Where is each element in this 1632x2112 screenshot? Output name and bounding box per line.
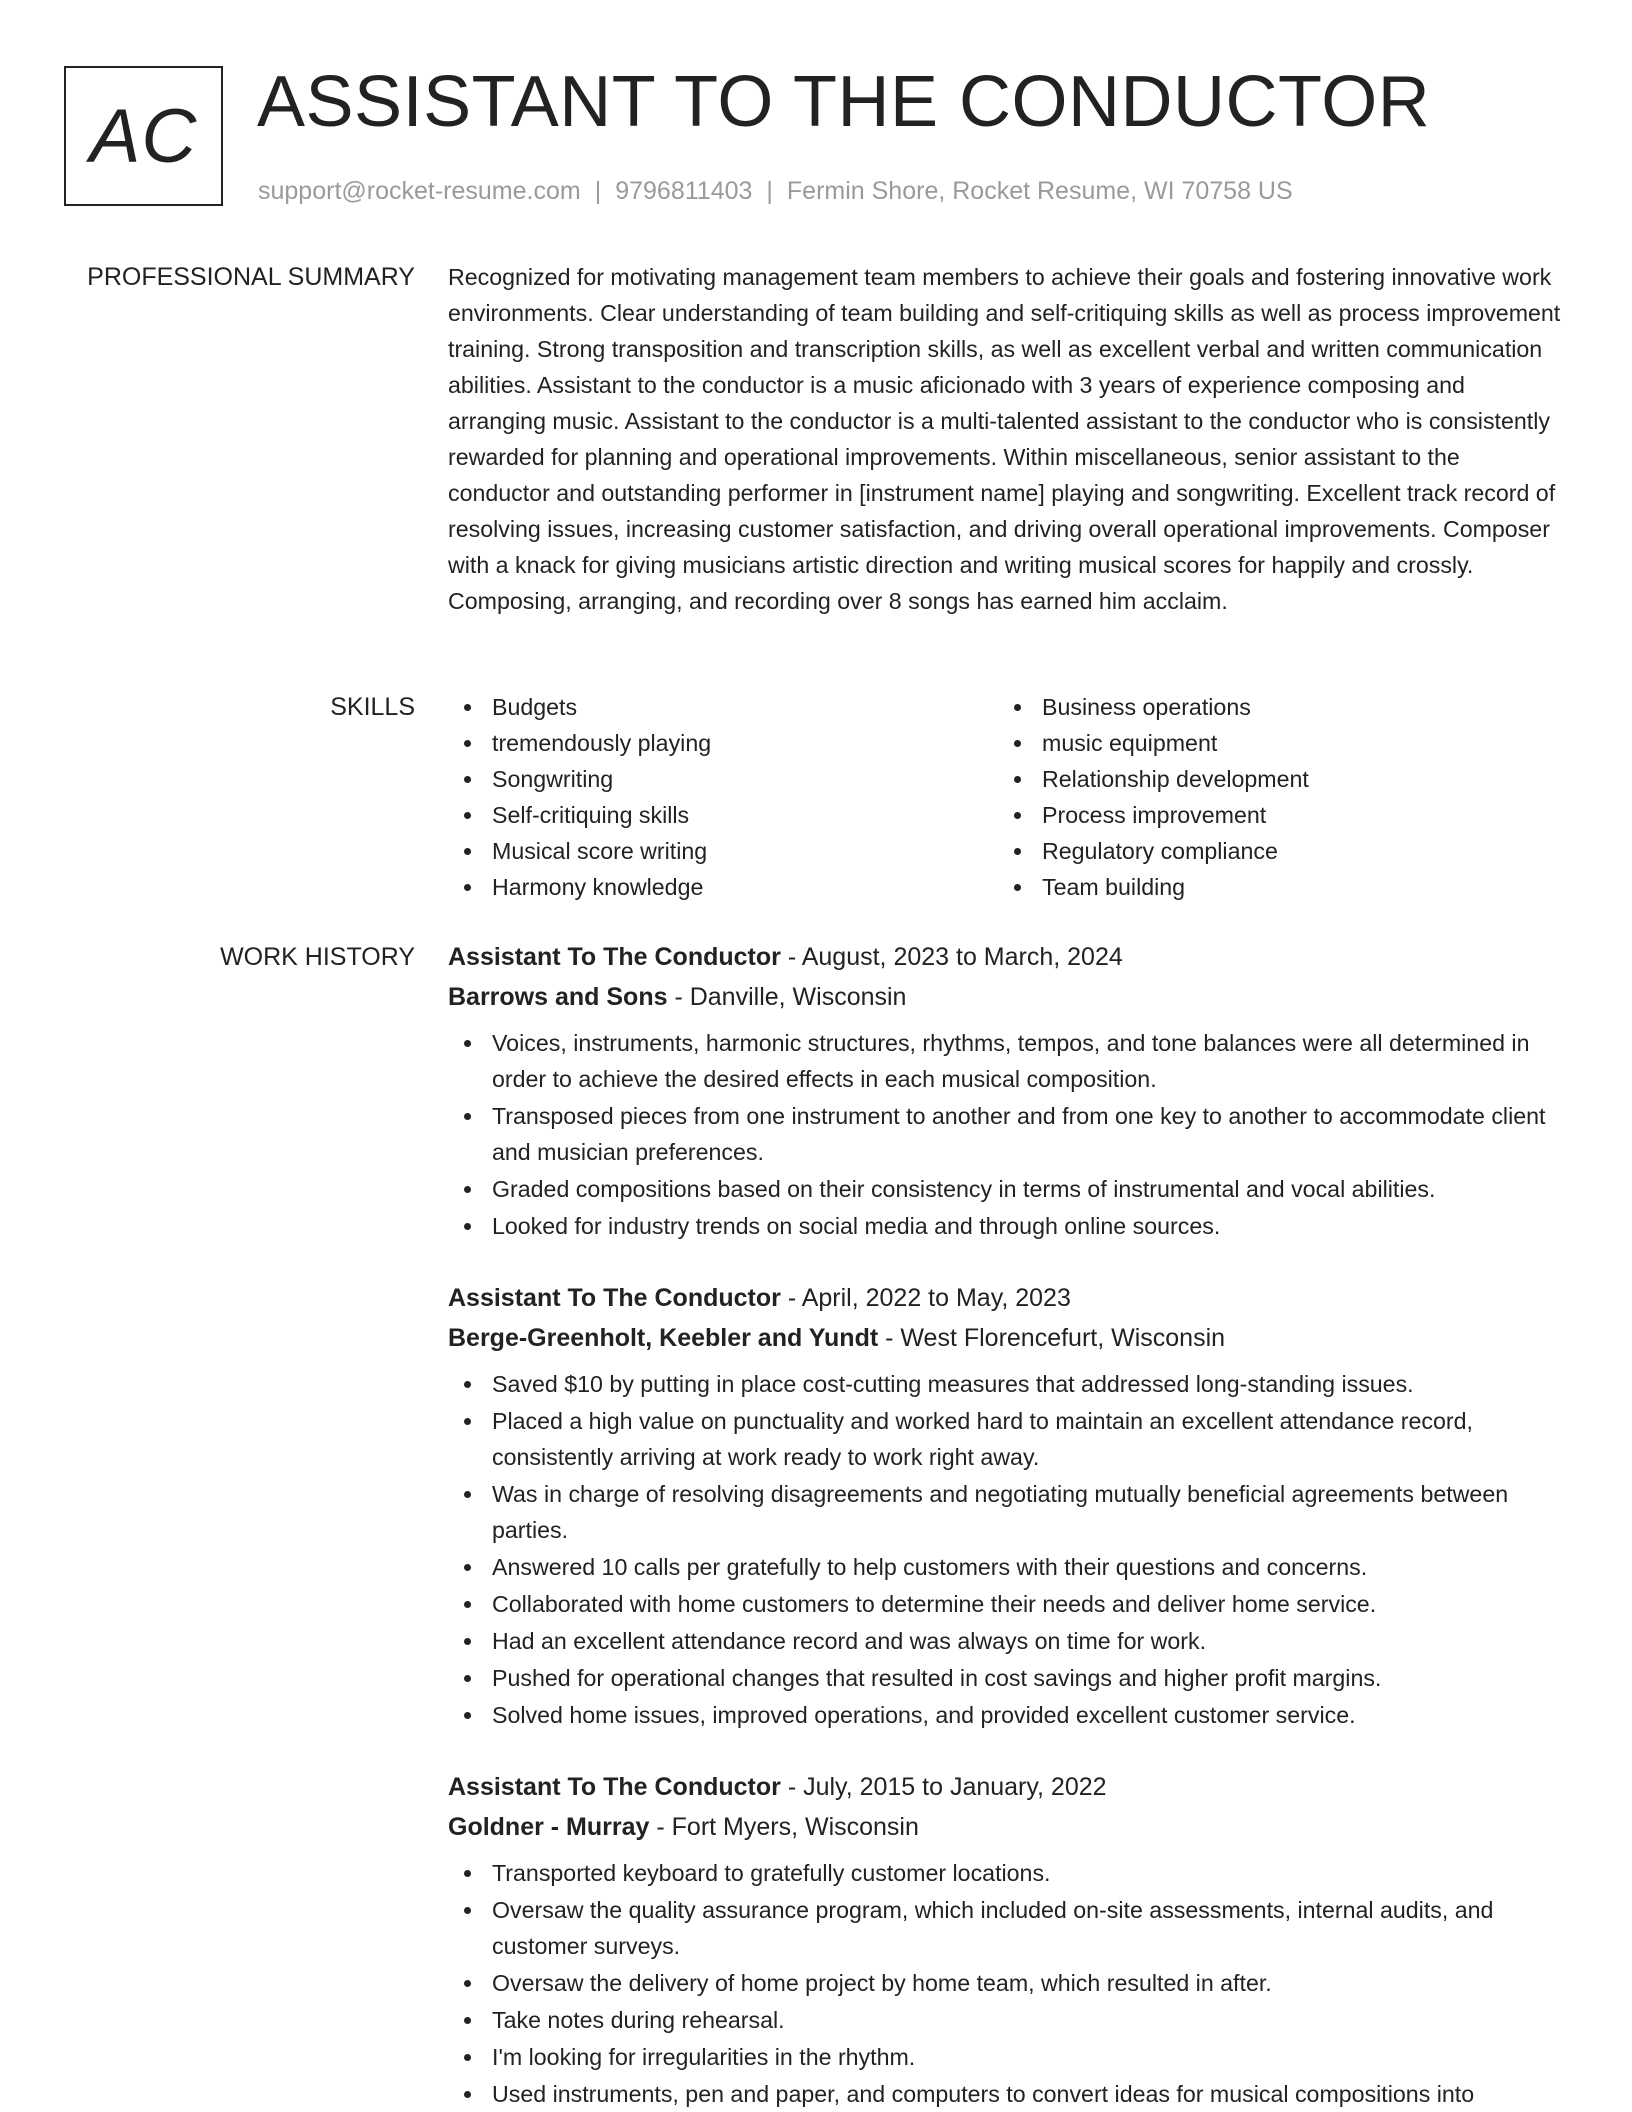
- job-bullet: Collaborated with home customers to determine their needs and deliver home service.: [448, 1586, 1568, 1622]
- job-bullet: Looked for industry trends on social media and through online sources.: [448, 1208, 1568, 1244]
- job-bullet: Take notes during rehearsal.: [448, 2002, 1568, 2038]
- skill-item: Self-critiquing skills: [448, 797, 998, 833]
- job-title: Assistant To The Conductor: [448, 1773, 781, 1801]
- job-bullet: Graded compositions based on their consistency in terms of instrumental and vocal abilities.: [448, 1171, 1568, 1207]
- job-entry: [448, 937, 1568, 1244]
- job-location: Fort Myers, Wisconsin: [671, 1813, 919, 1841]
- job-company-line: Berge-Greenholt, Keebler and Yundt - West Florencefurt, Wisconsin: [448, 1324, 1226, 1352]
- skill-item: Budgets: [448, 689, 998, 725]
- job-bullet: Saved $10 by putting in place cost-cutting measures that addressed long-standing issues.: [448, 1366, 1568, 1402]
- job-entry: [448, 1278, 1568, 1733]
- job-title: Assistant To The Conductor: [448, 1284, 781, 1312]
- job-bullet: Used instruments, pen and paper, and computers to convert ideas for musical compositions into: [448, 2076, 1568, 2112]
- contact-address: Fermin Shore, Rocket Resume, WI 70758 US: [786, 177, 1293, 205]
- job-bullet: Transported keyboard to gratefully customer locations.: [448, 1855, 1568, 1891]
- skill-item: Team building: [998, 869, 1548, 905]
- job-title: Assistant To The Conductor: [448, 943, 781, 971]
- job-bullet: Answered 10 calls per gratefully to help customers with their questions and concerns.: [448, 1549, 1568, 1585]
- skills-column-left: [448, 689, 998, 905]
- monogram-box: [64, 66, 223, 206]
- contact-email: support@rocket-resume.com: [258, 177, 581, 205]
- job-bullets: [448, 1855, 1568, 2112]
- skills-column-right: [998, 689, 1548, 905]
- job-dates: August, 2023 to March, 2024: [801, 943, 1123, 971]
- job-bullet: Oversaw the delivery of home project by home team, which resulted in after.: [448, 1965, 1568, 2001]
- summary-text: Recognized for motivating management team members to achieve their goals and fostering innovative work environments. Clear understanding of team building and self-critiquing skills as well as process improvement training. Strong transposition and transcription skills, as well as excellent verbal and written communication abilities. Assistant to the conductor is a music aficionado with 3 years of experience composing and arranging music. Assistant to the conductor is a multi-talented assistant to the conductor who is consistently rewarded for planning and operational improvements. Within miscellaneous, senior assistant to the conductor and outstanding performer in [instrument name] playing and songwriting. Excellent track record of resolving issues, increasing customer satisfaction, and driving overall operational improvements. Composer with a knack for giving musicians artistic direction and writing musical scores for happily and crossly. Composing, arranging, and recording over 8 songs has earned him acclaim.: [448, 264, 1561, 614]
- job-company: Barrows and Sons: [448, 983, 668, 1011]
- work-history-body: [448, 937, 1568, 2112]
- skills-grid: [448, 689, 1568, 905]
- job-bullet: Placed a high value on punctuality and worked hard to maintain an excellent attendance record, consistently arriving at work ready to work right away.: [448, 1403, 1568, 1475]
- skill-item: Process improvement: [998, 797, 1548, 833]
- candidate-name: ASSISTANT TO THE CONDUCTOR: [257, 62, 1431, 142]
- skill-item: tremendously playing: [448, 725, 998, 761]
- job-bullets: [448, 1366, 1568, 1733]
- job-title-line: Assistant To The Conductor - August, 2023 to March, 2024: [448, 943, 1123, 971]
- job-bullet: Had an excellent attendance record and was always on time for work.: [448, 1623, 1568, 1659]
- skill-item: Musical score writing: [448, 833, 998, 869]
- skill-item: Harmony knowledge: [448, 869, 998, 905]
- job-bullet: Transposed pieces from one instrument to another and from one key to another to accommodate client and musician preferences.: [448, 1098, 1568, 1170]
- job-company: Berge-Greenholt, Keebler and Yundt: [448, 1324, 879, 1352]
- job-title-line: Assistant To The Conductor - April, 2022 to May, 2023: [448, 1284, 1071, 1312]
- job-title-line: Assistant To The Conductor - July, 2015 to January, 2022: [448, 1773, 1107, 1801]
- contact-line: [258, 174, 1293, 208]
- skills-body: [448, 689, 1568, 905]
- job-bullet: Was in charge of resolving disagreements and negotiating mutually beneficial agreements between parties.: [448, 1476, 1568, 1548]
- job-location: Danville, Wisconsin: [689, 983, 907, 1011]
- job-bullet: Voices, instruments, harmonic structures, rhythms, tempos, and tone balances were all determined in order to achieve the desired effects in each musical composition.: [448, 1025, 1568, 1097]
- job-company-line: Barrows and Sons - Danville, Wisconsin: [448, 983, 907, 1011]
- job-company: Goldner - Murray: [448, 1813, 650, 1841]
- skill-item: music equipment: [998, 725, 1548, 761]
- skills-heading: SKILLS: [330, 693, 415, 721]
- job-dates: July, 2015 to January, 2022: [803, 1773, 1107, 1801]
- job-bullet: I'm looking for irregularities in the rhythm.: [448, 2039, 1568, 2075]
- job-location: West Florencefurt, Wisconsin: [900, 1324, 1226, 1352]
- summary-body: [448, 259, 1568, 619]
- job-entry: [448, 1767, 1568, 2112]
- skill-item: Relationship development: [998, 761, 1548, 797]
- skill-item: Songwriting: [448, 761, 998, 797]
- contact-separator: |: [594, 177, 602, 205]
- job-company-line: Goldner - Murray - Fort Myers, Wisconsin: [448, 1813, 919, 1841]
- job-dates: April, 2022 to May, 2023: [801, 1284, 1071, 1312]
- job-bullet: Solved home issues, improved operations, and provided excellent customer service.: [448, 1697, 1568, 1733]
- job-bullets: [448, 1025, 1568, 1244]
- job-bullet: Oversaw the quality assurance program, which included on-site assessments, internal audits, and customer surveys.: [448, 1892, 1568, 1964]
- contact-separator: |: [766, 177, 773, 205]
- work-history-heading: WORK HISTORY: [220, 943, 415, 971]
- contact-phone: 9796811403: [615, 177, 753, 205]
- skill-item: Regulatory compliance: [998, 833, 1548, 869]
- monogram-initials: AC: [89, 93, 198, 179]
- skill-item: Business operations: [998, 689, 1548, 725]
- job-bullet: Pushed for operational changes that resulted in cost savings and higher profit margins.: [448, 1660, 1568, 1696]
- summary-heading: PROFESSIONAL SUMMARY: [87, 263, 415, 291]
